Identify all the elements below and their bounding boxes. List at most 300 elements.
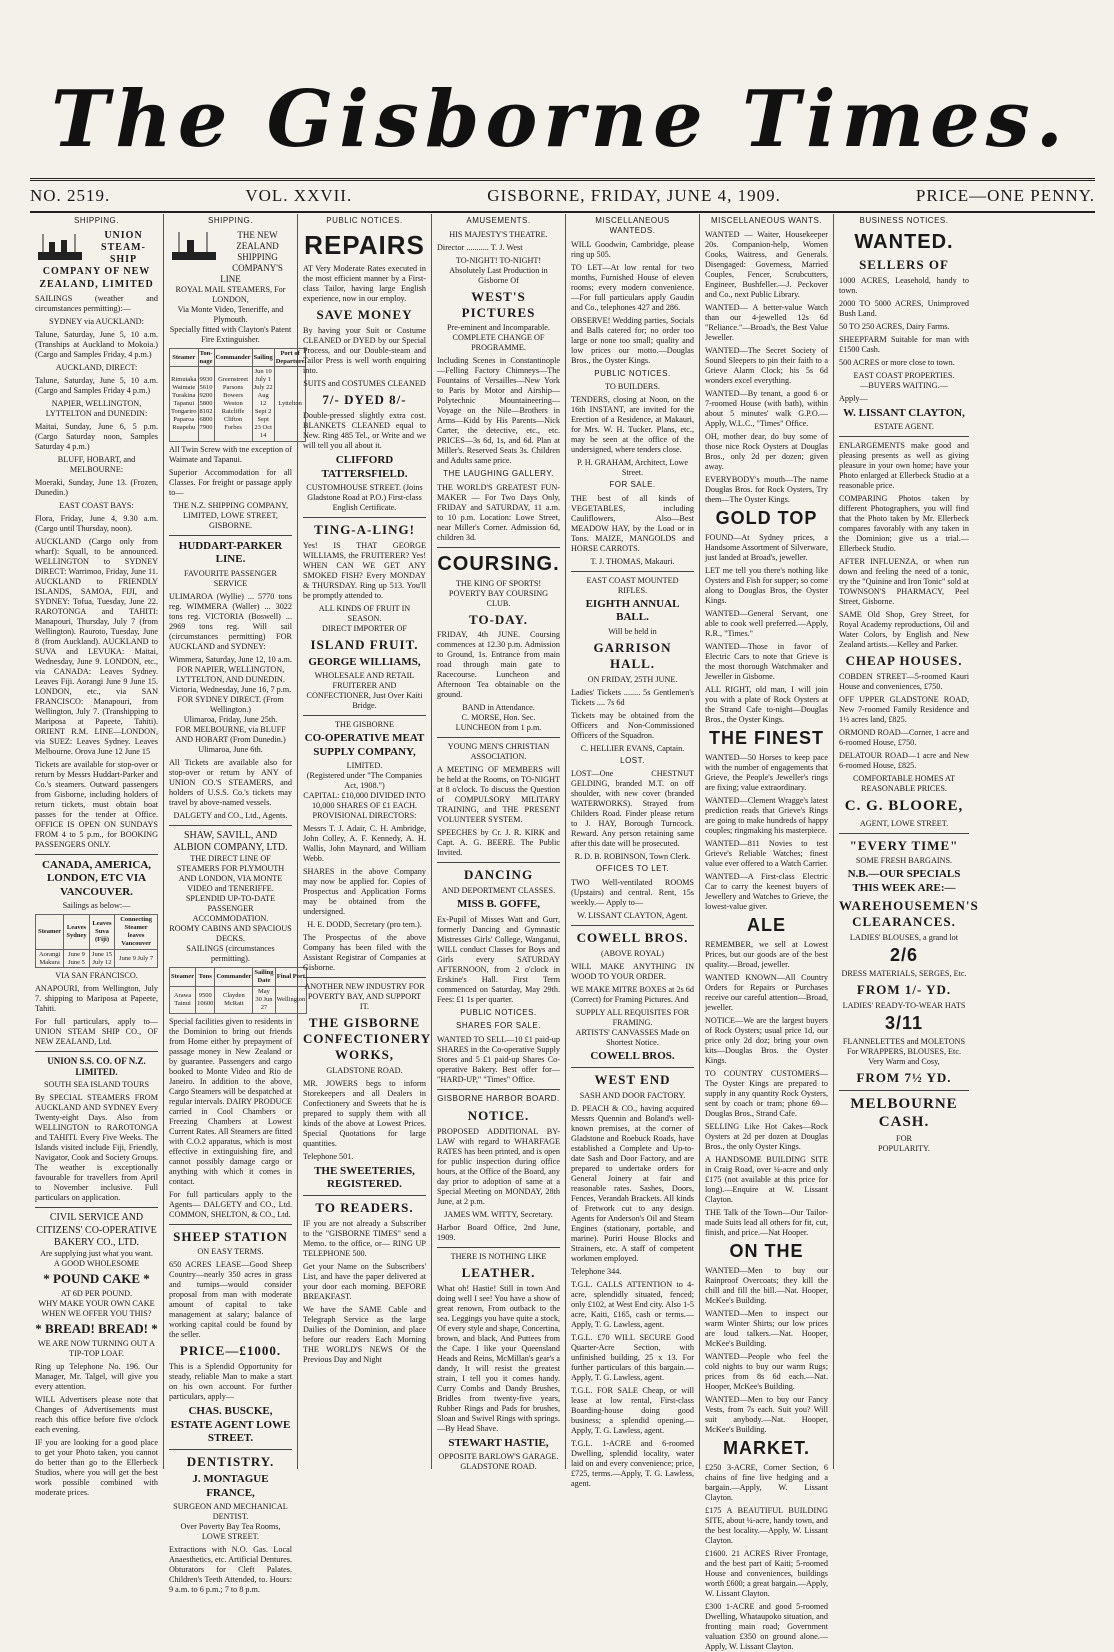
let-me: LET me tell you there's nothing like Oysters and Fish for supper; so come along to Douglas Bros, the Oyster Kings. xyxy=(705,565,828,605)
wholesale: WHOLESALE AND RETAIL FRUITERER AND CONFECTIONER, Just Over Kaiti Bridge. xyxy=(306,671,423,711)
favourite-service: FAVOURITE PASSENGER SERVICE xyxy=(184,568,277,588)
opportunity: This is a Splendid Opportunity for steady, reliable Man to make a start on his own account. For further particulars, apply— xyxy=(169,1362,292,1402)
melbourne-route: FOR MELBOURNE, via BLUFF AND HOBART (From Dunedin.) xyxy=(175,724,286,744)
mounted-rifles: EAST COAST MOUNTED RIFLES. xyxy=(586,576,679,595)
cowell-bros: COWELL BROS. xyxy=(576,930,689,946)
ladies-blouses: LADIES' BLOUSES, a grand lot xyxy=(849,932,959,942)
ball-date: ON FRIDAY, 25TH JUNE. xyxy=(587,674,678,684)
everybody-mouth: EVERYBODY's mouth—The name Douglas Bros. for Rock Oysters, Try them—The Oyster Kings. xyxy=(705,474,828,504)
save-body: By having your Suit or Costume CLEANED or DYED by our Special Process, and our Double-steam and Tailor Press is well worth enquiring into. xyxy=(303,326,426,376)
fun-maker: THE WORLD'S GREATEST FUN-MAKER — For Two Days Only, FRIDAY and SATURDAY, 11 a.m. to 10 p.m. Location: Lowe Street, near Miller's Corner. Admission 6d, children 3d. xyxy=(437,483,560,543)
acres-50: 50 TO 250 ACRES, Dairy Farms. xyxy=(839,322,950,331)
newspaper-title: The Gisborne Times. xyxy=(51,74,1069,165)
bloore-agent: AGENT, LOWE STREET. xyxy=(859,818,949,828)
column-heading: PUBLIC NOTICES. xyxy=(326,216,403,225)
sailings-note: SAILINGS (weather and circumstances permitting):— xyxy=(35,293,158,313)
tickets-note: All Tickets are available also for stop-over or return by ANY of UNION CO.'S STEAMERS, and holders of U.S.S. Co.'s tickets may travel by above-named vessels. xyxy=(169,757,292,807)
prov-directors: PROVISIONAL DIRECTORS: xyxy=(312,810,417,820)
masthead xyxy=(30,70,1090,170)
to-readers: TO READERS. xyxy=(315,1200,414,1216)
column-heading: MISCELLANEOUS WANTS. xyxy=(710,216,823,225)
sellers-of: SELLERS OF xyxy=(859,257,949,273)
another-industry: ANOTHER NEW INDUSTRY FOR POVERTY BAY, AND SUPPORT IT. xyxy=(304,981,425,1011)
apply: Apply— xyxy=(839,394,868,403)
dentist-address: Over Poverty Bay Tea Rooms, LOWE STREET. xyxy=(180,1522,281,1542)
tip-top-loaf: WE ARE NOW TURNING OUT A TIP-TOP LOAF. xyxy=(37,1338,156,1358)
steamship-icon xyxy=(35,230,85,266)
via-route: Via Monte Video, Teneriffe, and Plymouth. xyxy=(177,304,284,324)
l300: £300 1-ACRE and good 5-roomed Dwelling, Whataupoko situation, and fronting main road; Government valuation £350 on ground alone.—Apply, W. Lissant Clayton. xyxy=(705,1601,828,1651)
sheepfarm: SHEEPFARM Suitable for man with £1500 Cash. xyxy=(839,335,969,354)
tenant: WANTED—By tenant, a good 6 or 7-roomed House (with bath), within about 5 minutes' walk G.P.O.— Apply, W.L.C., "Times" Office. xyxy=(705,388,828,428)
estate-agent: ESTATE AGENT. xyxy=(874,422,934,432)
from-7: FROM 7½ YD. xyxy=(856,1069,952,1085)
gladstone-road: GLADSTONE ROAD. xyxy=(326,1065,403,1075)
dodd: H. E. DODD, Secretary (pro tem.). xyxy=(307,919,422,929)
royal-mail: ROYAL MAIL STEAMERS, For LONDON, xyxy=(175,284,286,304)
limited: LIMITED. xyxy=(346,760,383,770)
building-site: A HANDSOME BUILDING SITE in Craig Road, over ¼-acre and only £175 (not available at this price for long).—Enquire at W. Lissant Clayton. xyxy=(705,1154,828,1204)
tonight: TO-NIGHT! TO-NIGHT! xyxy=(455,255,542,265)
cowell-bros-2: COWELL BROS. xyxy=(590,1049,675,1062)
divider xyxy=(571,1067,694,1068)
dateline xyxy=(30,178,1095,213)
george-williams: GEORGE WILLIAMS, xyxy=(308,655,421,668)
roomy: ROOMY CABINS AND SPACIOUS DECKS. xyxy=(169,923,292,943)
acres-2000: 2000 TO 5000 ACRES, Unimproved Bush Land. xyxy=(839,299,969,318)
tgl-4: T.G.L. 1-ACRE and 6-roomed Dwelling, splendid locality, water laid on and every convenience; price, £725, terms.—Apply, T. G. Lawless, agent. xyxy=(571,1439,694,1489)
capital: CAPITAL: £10,000 DIVIDED INTO 10,000 SHARES OF £1 EACH. xyxy=(303,790,426,810)
tgl-3: T.G.L. FOR SALE Cheap, or will lease at low rental, First-class Boarding-house doing good business; a splendid opening.—Apply, T. G. Lawless, agent. xyxy=(571,1386,694,1436)
stewart-hastie: STEWART HASTIE, xyxy=(448,1436,549,1449)
wragge: WANTED—Clement Wragge's latest prediction reads that Grieve's Rings are going to make hundreds of happy couples; ringmaking his masterpiece. xyxy=(705,795,828,835)
repairs-body: AT Very Moderate Rates executed in the most efficient manner by a First-class Tailor, having large English experience, now in our employ. xyxy=(303,264,426,304)
divider xyxy=(437,737,560,738)
column-misc-wanteds xyxy=(566,214,700,1489)
delatour: DELATOUR ROAD—1 acre and New 6-roomed House, £825. xyxy=(839,751,969,771)
nzsc-heading: THE NEW ZEALAND SHIPPING COMPANY'S LINE xyxy=(220,229,283,284)
the-finest: THE FINEST xyxy=(708,727,824,748)
ale: ALE xyxy=(747,914,786,935)
coursing-details: FRIDAY, 4th JUNE. Coursing commences at 12.30 p.m. Admission to Ground, 1s. Entrance from main road through main gate to Racecourse. Luncheon and Afternoon Tea obtainable on the ground. xyxy=(437,630,560,700)
shaw-schedule-table: Steamer Tons Commander Sailing Date Final Port Arawa Tainui 9500 10600 Clayden McRatt May 30 Jun 27 Wellington xyxy=(169,967,307,1014)
shares: SHARES in the above Company may now be applied for. Copies of Prospectus and Application Forms may be obtained from the undersigned. xyxy=(303,866,426,916)
morse: C. MORSE, Hon. Sec. xyxy=(461,713,536,723)
rainproof: WANTED—Men to buy our Rainproof Overcoats; they kill the chill and fill the bill.—Nat. Hooper, McKee's Building. xyxy=(705,1265,828,1305)
fruit-season: ALL KINDS OF FRUIT IN SEASON. xyxy=(318,603,411,623)
l175: £175 A BEAUTIFUL BUILDING SITE, about ¼-acre, handy town, and the best locality.—Apply, W. Lissant Clayton. xyxy=(705,1505,828,1545)
mother-dear: OH, mother dear, do buy some of those nice Rock Oysters at Douglas Bros., only 2d per dozen; given away. xyxy=(705,431,828,471)
sf-body: ANAPOURI, from Wellington, July 7. shipping to Mariposa at Papeete, Tahiti. xyxy=(35,984,158,1014)
secret-society: WANTED—The Secret Society of Sound Sleepers to pin their faith to a Grieve Alarm Clock; his 5s 6d wonders excel everything. xyxy=(705,345,828,385)
union-company: UNION STEAM-SHIP COMPANY OF NEW ZEALAND, LIMITED xyxy=(39,229,154,290)
west-end: WEST END xyxy=(594,1072,671,1088)
full-particulars: For full particulars apply to the Agents— DALGETY and CO., Ltd. COMMON, SHELTON, & CO., Ltd. xyxy=(169,1189,292,1219)
robinson: R. D. B. ROBINSON, Town Clerk. xyxy=(574,852,691,862)
dalgety: DALGETY and CO., Ltd., Agents. xyxy=(173,810,288,820)
column-public-notices xyxy=(298,214,432,1469)
auckland-body: Talune, Saturday, June 5, 10 a.m. (Cargo and Samples Friday 4 p.m.) xyxy=(35,375,158,395)
price-per-pound: AT 6D PER POUND. xyxy=(60,1288,133,1298)
divider xyxy=(169,535,292,536)
will-make: WILL MAKE ANYTHING IN WOOD TO YOUR ORDER. xyxy=(571,961,694,981)
column-business-notices xyxy=(834,214,979,1469)
programme: Including Scenes in Constantinople—Felling Factory Chimneys—The Fountains of Versailles—New York to Paris by Motor and Airship—Polytechnic Mountaineering—Voyage on the Nile—Brothers in Arms—Kidd by His Parents—Nick Carter, the detective, etc., etc. PRICES—3s 6d, 1s, and 6d. Plan at Miller's. Reserved Seats 3s. Children and Adults same price. xyxy=(437,356,560,466)
ball-tickets: Ladies' Tickets ........ 5s Gentlemen's Tickets .... 7s 6d xyxy=(571,687,694,707)
better-watch: WANTED— A better-value Watch than our 4-jewelled 12s 6d "Reliance."—Broad's, the Best Value Jeweller. xyxy=(705,302,828,342)
harbor-office: Harbor Board Office, 2nd June, 1909. xyxy=(437,1222,560,1242)
place-date: GISBORNE, FRIDAY, JUNE 4, 1909. xyxy=(487,186,781,205)
sydney-body: Talune, Saturday, June 5, 10 a.m. (Tranships at Auckland to Mokoia.) (Cargo and Samples Friday, 4 p.m.) xyxy=(35,329,158,359)
wanted-headline: WANTED. xyxy=(854,230,954,253)
ulimaroa-6: Ulimaroa, June 6th. xyxy=(198,744,263,754)
column-shipping-1 xyxy=(30,214,164,1497)
steamship-icon xyxy=(169,230,219,266)
east-coast-heading: EAST COAST BAYS: xyxy=(59,500,134,510)
l1600: £1600. 21 ACRES River Frontage, and the best part of Kaiti; 5-roomed House and conveniences, buildings worth £600; a great bargain.—Apply, W. Lissant Clayton. xyxy=(705,1548,828,1598)
price: PRICE—ONE PENNY. xyxy=(915,186,1095,205)
observe: OBSERVE! Wedding parties, Socials and Balls catered for; no order too large or none too small; quality and low prices our motto.—Douglas Bros., the Oyster Kings. xyxy=(571,315,694,365)
advertisers-note: WILL Advertisers please note that Changes of Advertisements must reach this office before five o'clock each evening. xyxy=(35,1394,158,1434)
gisborne-label: THE GISBORNE xyxy=(335,720,394,730)
tickets-obtained: Tickets may be obtained from the Officers and Non-Commissioned Officers of the Squadron. xyxy=(571,710,694,740)
canada-schedule-table: Steamer Leaves Sydney Leaves Suva (Fiji) Connecting Steamer leaves Vancouver Aorangi Makura June 9 June 5 June 15 July 12 June 9 July 7 xyxy=(35,914,158,969)
divider xyxy=(169,1449,292,1450)
enlargements: ENLARGEMENTS make good and pleasing presents as well as giving pleasure in your own home; have your Photo enlarged at Ellerbeck Studio at a reasonable price. xyxy=(839,441,969,491)
from-1: FROM 1/- YD. xyxy=(856,981,952,997)
clifford: CLIFFORD TATTERSFIELD. xyxy=(321,454,408,480)
buyers-waiting: —BUYERS WAITING.— xyxy=(860,381,948,390)
divider xyxy=(839,833,969,834)
splendid: SPLENDID UP-TO-DATE PASSENGER ACCOMMODATION. xyxy=(185,893,276,923)
ymca-meeting: A MEETING OF MEMBERS will be held at the Rooms, on TO-NIGHT at 8 o'clock. To discuss the Question of COMPULSORY MILITARY TRAINING, and THE PRESENT VOLUNTEER SYSTEM. xyxy=(437,765,560,825)
civil-sub: Are supplying just what you want. xyxy=(40,1248,153,1258)
dancing: DANCING xyxy=(463,867,534,883)
divider xyxy=(35,854,158,855)
harbor-board: GISBORNE HARBOR BOARD. xyxy=(437,1094,560,1104)
cheap-houses: CHEAP HOUSES. xyxy=(845,653,963,669)
column-heading: SHIPPING. xyxy=(74,216,119,225)
public-notices: PUBLIC NOTICES. xyxy=(594,368,671,378)
graham: P. H. GRAHAM, Architect, Lowe Street. xyxy=(577,458,688,478)
acres-lease: 650 ACRES LEASE—Good Sheep Country—nearly 350 acres in grass and turnips—would consider proposal from man with moderate amount of capital to take management at salary; balance of working capital could be found by the seller. xyxy=(169,1260,292,1340)
country-customers: TO COUNTRY CUSTOMERS—The Oyster Kings are prepared to supply in any quantity Rock Oysters, sent by coach or tram; phone 69—Douglas Bros., Strand Cafe. xyxy=(705,1068,828,1118)
nb-specials: N.B.—OUR SPECIALS THIS WEEK ARE:— xyxy=(847,868,961,894)
divider xyxy=(437,547,560,548)
on-the: ON THE xyxy=(729,1240,804,1261)
cable-service: We have the SAME Cable and Telegraph Service as the large Dailies of the Dominion, and place before our readers Each Morning THE WORLD'S NEWS Of the Previous Day and Night xyxy=(303,1305,426,1365)
columns xyxy=(30,214,1102,1651)
victoria: Victoria, Wednesday, June 16, 7 p.m. xyxy=(169,684,292,694)
market: MARKET. xyxy=(723,1437,810,1458)
dyed-price: 7/- DYED 8/- xyxy=(322,392,407,408)
sydney-heading: SYDNEY via AUCKLAND: xyxy=(49,316,144,326)
napier-heading: NAPIER, WELLINGTON, LYTTELTON and DUNEDIN: xyxy=(45,398,148,418)
speeches: SPEECHES by Cr. J. R. KIRK and Capt. A. G. BEERE. The Public Invited. xyxy=(437,828,560,858)
hot-cakes: SELLING Like Hot Cakes—Rock Oysters at 2d per dozen at Douglas Bros., the only Oyster Kings. xyxy=(705,1121,828,1151)
after-influenza: AFTER INFLUENZA, or when run down and feeling the need of a tonic, try the "Quinine and Iron Tonic" sold at TOWNSON'S PHARMACY, Peel Street, Gisborne. xyxy=(839,557,969,607)
dentistry: DENTISTRY. xyxy=(186,1454,275,1470)
goffe: MISS B. GOFFE, xyxy=(456,898,541,911)
coursing: COURSING. xyxy=(437,553,560,576)
upper-gladstone: OFF UPPER GLADSTONE ROAD, New 7-roomed Family Residence and 1½ acres land, £825. xyxy=(839,695,969,725)
public-notices: PUBLIC NOTICES. xyxy=(460,1007,537,1017)
coursing-club: POVERTY BAY COURSING CLUB. xyxy=(448,588,549,608)
annual-ball: EIGHTH ANNUAL BALL. xyxy=(585,598,680,624)
telephone-344: Telephone 344. xyxy=(571,1267,622,1277)
divider xyxy=(571,571,694,572)
issue-number: NO. 2519. xyxy=(30,186,111,205)
king-of-sports: THE KING OF SPORTS! xyxy=(455,578,542,588)
sheep-station: SHEEP STATION xyxy=(173,1228,288,1244)
column-heading: MISCELLANEOUS WANTEDS. xyxy=(595,216,670,235)
divider xyxy=(303,517,426,518)
divider xyxy=(437,862,560,863)
further-particulars: For full particulars, apply to— UNION STEAM SHIP CO., OF NEW ZEALAND, Ltd. xyxy=(35,1017,158,1047)
ulimaroa-25: Ulimaroa, Friday, June 25th. xyxy=(183,714,278,724)
gold-top: GOLD TOP xyxy=(715,507,818,528)
hastie-address: OPPOSITE BARLOW'S GARAGE. GLADSTONE ROAD. xyxy=(438,1452,559,1472)
napier-route: FOR NAPIER, WELLINGTON, LYTTELTON, AND DUNEDIN. xyxy=(176,664,285,684)
suits-cleaned: SUITS and COSTUMES CLEANED xyxy=(303,379,426,389)
electric-cars: WANTED—Those in favor of Electric Cars to note that Grieve is the most thorough Watchmaker and Jeweller in Gisborne. xyxy=(705,641,828,681)
witty: JAMES WM. WITTY, Secretary. xyxy=(444,1209,553,1219)
wholesome: A GOOD WHOLESOME xyxy=(53,1258,140,1268)
absolutely: Absolutely Last Production in Gisborne Of xyxy=(449,265,548,285)
tickets-note: Tickets are available for stop-over or return by Messrs Huddart-Parker and Co.'s steamers. Outward passengers from Gisborne, including holders of return tickets, must obtain boat passes for the tender at Office. OFFICE IS OPEN ON SUNDAYS FROM 4 to 5 p.m., for BOOKING PASSENGERS ONLY. xyxy=(35,759,158,849)
divider xyxy=(437,1247,560,1248)
pre-eminent: Pre-eminent and Incomparable. COMPLETE CHANGE OF PROGRAMME. xyxy=(447,323,550,353)
ring-telephone: Ring up Telephone No. 196. Our Manager, Mr. Talgel, will give you every attention. xyxy=(35,1361,158,1391)
ormond: ORMOND ROAD—Corner, 1 acre and 6-roomed House, £750. xyxy=(839,728,969,748)
column-amusements xyxy=(432,214,566,1472)
direct-line: THE DIRECT LINE OF STEAMERS FOR PLYMOUTH AND LONDON, VIA MONTE VIDEO and TENERIFFE. xyxy=(176,853,285,893)
every-time: "EVERY TIME" xyxy=(849,837,959,853)
fresh-bargains: SOME FRESH BARGAINS. xyxy=(855,856,953,866)
divider xyxy=(169,1224,292,1225)
hastie-poem: What oh! Hastie! Still in town And doing well I see! You have a show of great renown, From outback to the sea. Leggings you have quite a stock, Of every style and shape, Concertina, brown, and black, And Puttees from the Cape. I like your Queensland Heads and Reins, McMillan's gear's a dandy, It will resist the greatest strain, I tell you it comes handy. Curry Combs and Dandy Brushes, Bridles from twenty-five years, Rubber Rings and Pads for brushes, Sloan and Swivel Rings with springs. —By Head Shave. xyxy=(437,1283,561,1433)
tgl-1: T.G.L. CALLS ATTENTION to 4-acre, splendidly situated, fenced; only £102, at West End city. Also 1-5 acre, Kaiti, £165, cash or terms.—Apply, T. G. Lawless, agent. xyxy=(571,1280,694,1330)
offices-to-let: OFFICES TO LET. xyxy=(595,864,670,874)
special-facilities: Special facilities given to residents in the Dominion to bring out friends from Home either by prepayment of passage money in New Zealand or by guarantee. Passengers and cargo booked to Monte Video and Rio de Janeiro. In addition to the above, Cargo Steamers will be despatched at regular intervals. DAIRY PRODUCE carried in Cool Chambers or Freezing Chambers at Lowest Current Rates. All Steamers are fitted with C.O.2 apparatus, which is most effective in extinguishing fire, and cannot possibly damage cargo or anything with which it comes in contact. xyxy=(169,1016,292,1186)
thomas: T. J. THOMAS, Makauri. xyxy=(590,557,675,566)
sweeteries: THE SWEETERIES, REGISTERED. xyxy=(314,1164,415,1190)
direct-importer: DIRECT IMPORTER OF xyxy=(322,623,407,633)
sailings: SAILINGS (circumstances permitting). xyxy=(186,943,275,963)
ladies-hats: LADIES' READY-TO-WEAR HATS xyxy=(842,1000,966,1010)
get-name: Get your Name on the Subscribers' List, and have the paper delivered at your door each morning. BEFORE BREAKFAST. xyxy=(303,1262,426,1302)
east-coast-properties: EAST COAST PROPERTIES. xyxy=(853,371,955,380)
laughing-gallery: THE LAUGHING GALLERY. xyxy=(443,469,554,479)
column-heading: BUSINESS NOTICES. xyxy=(859,216,949,225)
peach: D. PEACH & CO., having acquired Messrs Quennin and Boland's well-known premises, at the corner of Gladstone and Roebuck Roads, have established a Complete and Up-to-date Sash and Door Factory, and are prepared to undertake orders for General Joinery at fair and reasonable rates. Sashes, Doors, Fences, Verandah Brackets. All kinds of Fretwork cut to any design. Agents for Anderson's Oil and Steam Engines (stationary, portable, and marine). Puriri House Blocks and Strainers, etc. A staff of competent workmen employed. xyxy=(571,1104,694,1264)
sydney-direct: FOR SYDNEY DIRECT. (From Wellington.) xyxy=(177,694,284,714)
column-misc-wants xyxy=(700,214,834,1651)
fruiterer-dialogue: Yes! IS THAT GEORGE WILLIAMS, the FRUITERER? Yes! WHEN CAN WE GET ANY SMOKED FISH? Every MONDAY & THURSDAY. Ring up 513. You'll be promptly attended to. xyxy=(303,540,426,600)
warehousemen: WAREHOUSEMEN'S CLEARANCES. xyxy=(839,898,979,930)
union-ss-heading: UNION S.S. CO. OF N.Z. LIMITED. xyxy=(47,1056,146,1078)
to-builders: TO BUILDERS. xyxy=(605,382,660,392)
winter-shirts: WANTED—Men to inspect our warm Winter Shirts; our low prices are loud talkers.—Nat. Hooper, McKee's Building. xyxy=(705,1308,828,1348)
divider xyxy=(303,715,426,716)
price-3-11: 3/11 xyxy=(884,1012,924,1033)
to-let: TO LET—At low rental for two months, Furnished House of eleven rooms; every modern convenience.—For full particulars apply Gaudin and Co., telephones 427 and 286. xyxy=(571,262,694,312)
repairs-headline: REPAIRS xyxy=(304,229,425,260)
ting-a-ling: TING-A-LING! xyxy=(314,522,415,537)
country-orders: WANTED KNOWN—All Country Orders for Repairs or Purchases receive our careful attention—Broad, jeweller. xyxy=(705,972,828,1012)
nzsc-agents: THE N.Z. SHIPPING COMPANY, LIMITED, LOWE STREET, GISBORNE. xyxy=(172,500,289,530)
comparing-photos: COMPARING Photos taken by different Photographers, you will find that the Photo taken by Mr. Ellerbeck compares favorably with any taken in the Dominion; give us a trial.—Ellerbeck Studio. xyxy=(839,494,969,554)
superior-accom: Superior Accommodation for all Classes. For freight or passage apply to— xyxy=(169,467,292,497)
easy-terms: ON EASY TERMS. xyxy=(197,1247,264,1257)
mitre-boxes: WE MAKE MITRE BOXES at 2s 6d (Correct) for Framing Pictures. And xyxy=(571,984,694,1004)
clayton-agent: W. LISSANT CLAYTON, Agent. xyxy=(577,911,688,921)
wests-pictures: WEST'S PICTURES xyxy=(461,288,536,320)
jowers: MR. JOWERS begs to inform Storekeepers and all Dealers in Confectionery and Sweets that he is prepared to supply them with all kinds of the above at Lowest Prices. Special Quotations for large quantities. xyxy=(303,1078,426,1148)
lost: LOST. xyxy=(620,755,645,765)
popularity: POPULARITY. xyxy=(878,1144,930,1154)
divider xyxy=(839,1090,969,1091)
column-heading: AMUSEMENTS. xyxy=(466,216,531,225)
canada-heading: CANADA, AMERICA, LONDON, ETC VIA VANCOUVER. xyxy=(41,858,152,898)
divider xyxy=(303,977,426,978)
huddart-parker: HUDDART-PARKER LINE. xyxy=(178,539,283,566)
shares-for-sale: SHARES FOR SALE. xyxy=(456,1021,541,1031)
coop-meat: CO-OPERATIVE MEAT SUPPLY COMPANY, xyxy=(304,732,425,758)
acres-1000: 1000 ACRES, Leasehold, handy to town. xyxy=(839,276,969,295)
oyster-notice: NOTICE—We are the largest buyers of Rock Oysters; usual price 1d, our price only 2d doz; bring your own kits—Douglas Bros. the Oyster Kings. xyxy=(705,1015,828,1065)
remember: REMEMBER, we sell at Lowest Prices, but our goods are of the best quality.—Broad, jeweller. xyxy=(705,939,828,969)
lost-gelding: LOST—One CHESTNUT GELDING, branded M.T. on off shoulder, with new cover (branded WATERWORKS). Strayed from Childers Road. Finder please return to J. HAY, Borough Turncock. Reward. Any person retaining same after this date will be prosecuted. xyxy=(571,769,694,849)
civil-service-bakery: CIVIL SERVICE AND CITIZENS' CO-OPERATIVE BAKERY CO., LTD. xyxy=(36,1212,157,1248)
east-coast-body: Flora, Friday, June 4, 9.30 a.m. (Cargo until Thursday, noon). xyxy=(35,513,158,533)
sf-heading: VIA SAN FRANCISCO. xyxy=(55,971,138,981)
wanted-to-sell: WANTED TO SELL—10 £1 paid-up SHARES in the Co-operative Supply Stores and 5 £1 paid-up Shares Co-operative Bakery. Best offer for— "HARD-UP," "Times" Office. xyxy=(437,1035,560,1085)
today: TO-DAY. xyxy=(469,611,528,627)
horses: WANTED—50 Horses to keep pace with the number of engagements that Grieve, the People's Jeweller's rings are fixing; value extraordinary. xyxy=(705,752,828,792)
all-right: ALL RIGHT, old man, I will join you with a plate of Rock Oysters at the Strand Cafe to-night—Douglas Bros., the Oyster Kings. xyxy=(705,684,828,724)
fitted-note: Specially fitted with Clayton's Patent Fire Extinguisher. xyxy=(169,324,292,344)
for-label: FOR xyxy=(896,1134,912,1144)
customhouse: CUSTOMHOUSE STREET. (Joins Gladstone Road at P.O.) First-class English Certificate. xyxy=(306,483,423,512)
dance-classes: Ex-Pupil of Misses Watt and Gurr, formerly Dancing and Gymnastic Mistresses Girls' College, Wanganui, WILL conduct Classes for Boys and Girls every SATURDAY AFTERNOON, from 2 o'clock in Erskine's Hall. First Term commenced on Saturday, May 29th. Fees: £1 1s per quarter. xyxy=(437,914,560,1004)
sailings-below: Sailings as below:— xyxy=(62,900,131,910)
waiter: WANTED — Waiter, Housekeeper 20s. Companion-help, Women Cooks, Waitress, and Generals. Disengaged: Governess, Married Couples, Fencer, Scrubcutters, Engineer, Bushfeller.—J. Peckover and Co., next Public Library. xyxy=(705,229,828,299)
why-make: WHY MAKE YOUR OWN CAKE WHEN WE OFFER YOU THIS? xyxy=(38,1298,155,1318)
divider xyxy=(839,436,969,437)
ymca: YOUNG MEN'S CHRISTIAN ASSOCIATION. xyxy=(447,742,550,762)
subscriber: IF you are not already a Subscriber to the "GISBORNE TIMES" send a Memo. to the office, or— RING UP TELEPHONE 500. xyxy=(303,1219,426,1259)
supply-framing: SUPPLY ALL REQUISITES FOR FRAMING. xyxy=(575,1007,690,1027)
volume: VOL. XXVII. xyxy=(245,186,353,205)
save-money: SAVE MONEY xyxy=(316,307,413,323)
band: BAND in Attendance. xyxy=(462,703,535,713)
directors: Messrs T. J. Adair, C. H. Ambridge, John Colley, A. F. Kennedy, A. H. Wallis, John Maynard, and William Webb. xyxy=(303,823,426,863)
acres-500: 500 ACRES or more close to town. xyxy=(839,358,955,367)
found: FOUND—At Sydney prices, a Handsome Assortment of Silverware, just landed at Broad's, jeweller. xyxy=(705,532,828,562)
cobden: COBDEN STREET—5-roomed Kauri House and conveniences, £750. xyxy=(839,672,969,692)
misc-sailings: AUCKLAND (Cargo only from wharf): Squall, to be announced. WELLINGTON to SYDNEY DIRECT: Warrimoo, Friday, June 11. AUCKLAND to FRIENDLY ISLANDS, SAMOA, FIJI, and SYDNEY: Tofua, Tuesday, June 22. RAROTONGA and TAHITI: Manapouri, Thursday, July 7 (from Wellington). Rauroto, Tuesday, June 8 (from Auckland). AUCKLAND to SUVA and LEVUKA: Maitai, Wednesday, June 9. LONDON, etc., via CANADA: Leaves Sydney. Leaves Fiji. Aorangi June 9 June 15. LONDON, etc., via SAN FRANCISCO: Manapouri, from Wellington, July 7. (Transhipping to Mariposa at Papeete, Tahiti). ORIENT R.M. LINE—LONDON, via SUEZ: Leaves Sydney. Leaves Melbourne. Orova June 12 June 15 xyxy=(35,536,158,756)
extractions: Extractions with N.O. Gas. Local Anaesthetics, etc. Artificial Dentures. Obturators for Cleft Palates. Children's Teeth Attended, to. Hours: 9 a.m. to 6 p.m.; 7 to 8 p.m. xyxy=(169,1545,292,1595)
nzsc-schedule-table: Steamer Ton-nage Commander Sailing Port of Departure Rimutaka Waimate Turakina Tapanui Tongariro Paparoa Ruapehu 9930 5610 9200 5800 8102 6800 7900 Greenstreet Parsons Bowers Weston Ratcliffe Clifton Forbes Jun 10 July 1 July 22 Aug 12 Sept 2 Sept 23 Oct 14 Lyttelton xyxy=(169,348,306,442)
same-old-shop: SAME Old Shop, Grey Street, for Royal Academy reproductions, Oil and Water Colors, by English and New Zealand artists.—Kelley and Parker. xyxy=(839,610,969,650)
twin-screw: All Twin Screw with tne exception of Waimate and Tapanui. xyxy=(169,444,292,464)
will-be-held: Will be held in xyxy=(608,626,657,636)
bluff-body: Moeraki, Sunday, June 13. (Frozen, Dunedin.) xyxy=(35,477,158,497)
general-servant: WANTED—General Servant, one able to cook well preferred.—Apply, R.R., "Times." xyxy=(705,608,828,638)
deportment: AND DEPORTMENT CLASSES. xyxy=(441,886,556,896)
divider xyxy=(437,1089,560,1090)
south-sea-body: By SPECIAL STEAMERS FROM AUCKLAND AND SYDNEY Every Twenty-eight Days. Also from WELLINGTON to RAROTONGA and TAHITI. Every Five Weeks. The Islands visited include Fiji, Friendly, Navigator, Cook and Society Groups. The weather is exceptionally favourable for travellers from April to November inclusive. Full particulars on application. xyxy=(35,1093,158,1203)
for-sale: FOR SALE. xyxy=(609,480,656,490)
double-pressed: Double-pressed slightly extra cost. BLANKETS CLEANED equal to New. Ring 485 Tel., or Write and we will tell you all about it. xyxy=(303,411,426,451)
auckland-heading: AUCKLAND, DIRECT: xyxy=(55,362,138,372)
tenders: TENDERS, closing at Noon, on the 16th INSTANT, are invited for the Erection of a Residence, at Makauri, for Mrs. W. H. Tucker. Plans, etc., may be seen at the office of the undersigned, where tenders close. xyxy=(571,395,694,455)
evans: C. HELLIER EVANS, Captain. xyxy=(580,743,685,753)
first-class-car: WANTED—A First-class Electric Car to carry the keenest buyers of Jewellery and Watches to Grieve, the lowest-value giver. xyxy=(705,871,828,911)
confectionery-works: THE GISBORNE CONFECTIONERY WORKS, xyxy=(303,1014,432,1062)
tgl-2: T.G.L. £70 WILL SECURE Good Quarter-Acre Section, with unfinished building, 25 x 13. For further particulars of this bargain.—Apply, T. G. Lawless, agent. xyxy=(571,1333,694,1383)
director: Director ........... T. J. West xyxy=(437,242,523,252)
two-rooms: TWO Well-ventilated ROOMS (Upstairs) and central. Rent, 15s weekly.— Apply to— xyxy=(571,878,694,908)
wimmera: Wimmera, Saturday, June 12, 10 a.m. xyxy=(169,654,292,664)
bloore: C. G. BLOORE, xyxy=(844,798,964,815)
shaw-savill: SHAW, SAVILL, AND ALBION COMPANY, LTD. xyxy=(173,829,288,853)
goodwin: WILL Goodwin, Cambridge, please ring up 505. xyxy=(571,239,694,259)
registered: (Registered under "The Companies Act, 1908.") xyxy=(306,770,423,790)
column-shipping-2 xyxy=(164,214,306,1595)
bluff-heading: BLUFF, HOBART, and MELBOURNE: xyxy=(57,454,136,474)
comfortable-homes: COMFORTABLE HOMES AT REASONABLE PRICES. xyxy=(852,774,956,794)
divider xyxy=(571,925,694,926)
dress-materials: DRESS MATERIALS, SERGES, Etc. xyxy=(841,968,967,978)
dentist-name: J. MONTAGUE FRANCE, xyxy=(192,1473,269,1499)
talk-of-town: THE Talk of the Town—Our Tailor-made Suits lead all others for fit, cut, finish, and price.—Nat Hooper. xyxy=(705,1207,828,1237)
warm-rugs: WANTED—People who feel the cold nights to buy our warm Rugs; prices from 8s 6d each.—Nat. Hooper, McKee's Building. xyxy=(705,1351,828,1391)
vegetables: THE best of all kinds of VEGETABLES, including Cauliflowers, Also—Best MEADOW HAY, by the Load or in Tons. MAIZE, MANGOLDS and HORSE CARROTS. xyxy=(571,494,694,553)
pound-cake: * POUND CAKE * xyxy=(43,1270,150,1286)
above-royal: (ABOVE ROYAL) xyxy=(601,948,664,958)
theatre: HIS MAJESTY'S THEATRE. xyxy=(449,229,548,239)
photo-ad: IF you are looking for a good place to get your Photo taken, you cannot do better than go to the Ellerbeck Studios, where you will get the best work possible combined with moderate prices. xyxy=(35,1437,158,1497)
napier-body: Maitai, Sunday, June 6, 5 p.m. (Cargo Saturday noon, Samples Saturday 4 p.m.) xyxy=(35,421,158,451)
novies: WANTED—811 Novies to test Grieve's Reliable Watches; finest value ever offered to a Watch Carrier. xyxy=(705,838,828,868)
nothing-like: THERE IS NOTHING LIKE xyxy=(450,1251,547,1261)
divider xyxy=(35,1207,158,1208)
station-price: PRICE—£1000. xyxy=(179,1343,282,1359)
sash-factory: SASH AND DOOR FACTORY. xyxy=(579,1091,686,1101)
fancy-vests: WANTED—Men to buy our Fancy Vests, from 7s each. Suit you? Will suit anybody.—Nat. Hooper, McKee's Building. xyxy=(705,1394,828,1434)
lissant-clayton: W. LISSANT CLAYTON, xyxy=(843,407,965,419)
huddart-fleet: ULIMAROA (Wyllie) ... 5770 tons reg. WIMMERA (Waller) ... 3022 tons reg. VICTORIA (Boswell) ... 2969 tons reg. Will sail (circumstances permitting) FOR AUCKLAND and SYDNEY: xyxy=(169,591,292,651)
prospectus: The Prospectus of the above Company has been filed with the Assistant Registrar of Companies at Gisborne. xyxy=(303,932,426,972)
column-heading: SHIPPING. xyxy=(208,216,253,225)
island-fruit: ISLAND FRUIT. xyxy=(310,636,419,652)
leather: LEATHER. xyxy=(461,1264,536,1280)
divider xyxy=(35,1051,158,1052)
canvasses: ARTISTS' CANVASSES Made on Shortest Notice. xyxy=(575,1027,690,1047)
flannelettes: FLANNELETTES and MOLETONS For WRAPPERS, BLOUSES, Etc. Very Warm and Cosy, xyxy=(842,1036,966,1066)
l250: £250 3-ACRE, Corner Section, 6 chains of fine live hedging and a bargain.—Apply, W. Lissant Clayton. xyxy=(705,1462,828,1502)
notice: NOTICE. xyxy=(467,1107,530,1123)
surgeon: SURGEON AND MECHANICAL DENTIST. xyxy=(173,1502,288,1522)
bread: * BREAD! BREAD! * xyxy=(35,1320,158,1336)
busck-agent: CHAS. BUSCKE, ESTATE AGENT LOWE STREET. xyxy=(170,1405,291,1445)
by-law: PROPOSED ADDITIONAL BY-LAW with regard to WHARFAGE RATES has been printed, and is open for public inspection during office hours, at the Office of the Board, any day prior to adoption of same at a Special Meeting on MONDAY, 28th June, at 2 p.m. xyxy=(437,1126,560,1206)
telephone-501: Telephone 501. xyxy=(303,1151,354,1161)
luncheon: LUNCHEON from 1 p.m. xyxy=(455,723,542,733)
south-sea-tours: SOUTH SEA ISLAND TOURS xyxy=(43,1080,149,1090)
